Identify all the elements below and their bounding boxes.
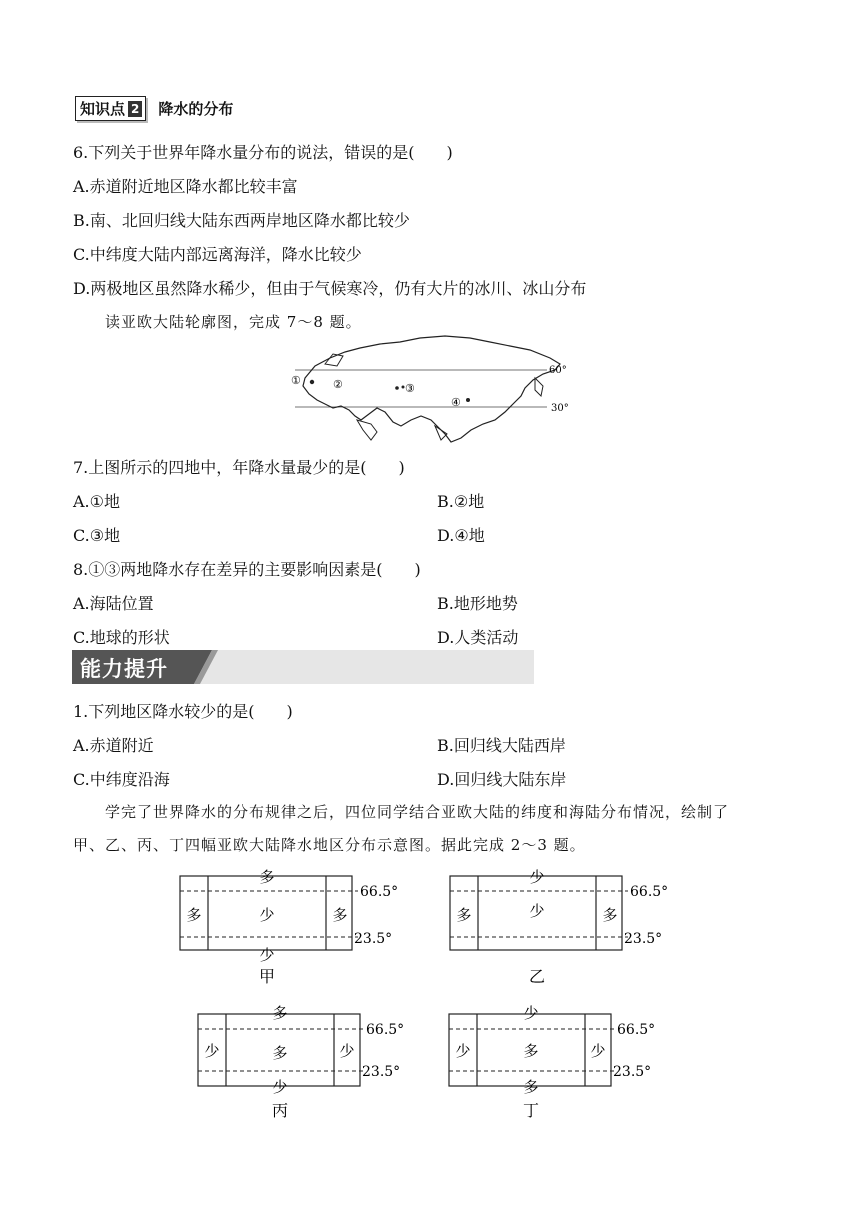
map-marker-1: ① bbox=[291, 374, 301, 387]
lat-low: 23.5° bbox=[624, 931, 663, 947]
diagram-top: 少 bbox=[523, 1004, 539, 1022]
diagram-bottom: 多 bbox=[523, 1078, 539, 1096]
diagram-left: 多 bbox=[456, 906, 472, 924]
diagram-center: 少 bbox=[259, 906, 275, 924]
q8-option-a: A.海陆位置 bbox=[73, 594, 154, 613]
lat-low: 23.5° bbox=[354, 931, 393, 947]
intro-2-3-line1: 学完了世界降水的分布规律之后，四位同学结合亚欧大陆的纬度和海陆分布情况，绘制了 bbox=[105, 803, 730, 821]
q6-option-a: A.赤道附近地区降水都比较丰富 bbox=[73, 177, 298, 196]
p1-option-c: C.中纬度沿海 bbox=[73, 770, 170, 789]
q8-stem: 8.①③两地降水存在差异的主要影响因素是( ) bbox=[73, 560, 421, 579]
diagram-center: 多 bbox=[272, 1044, 288, 1062]
lat-30-label: 30° bbox=[551, 403, 569, 414]
q8-option-b: B.地形地势 bbox=[437, 594, 518, 613]
q6-option-c: C.中纬度大陆内部远离海洋，降水比较少 bbox=[73, 245, 362, 264]
q7-option-b: B.②地 bbox=[437, 492, 485, 511]
q7-stem: 7.上图所示的四地中，年降水量最少的是( ) bbox=[73, 458, 405, 477]
q6-option-b: B.南、北回归线大陆东西两岸地区降水都比较少 bbox=[73, 211, 410, 230]
diagram-bing bbox=[196, 996, 426, 1126]
lat-low: 23.5° bbox=[362, 1064, 401, 1080]
knowledge-point-badge: 知识点 2 bbox=[75, 96, 146, 121]
intro-7-8: 读亚欧大陆轮廓图，完成 7～8 题。 bbox=[105, 313, 362, 331]
p1-option-a: A.赤道附近 bbox=[73, 736, 154, 755]
q6-option-d: D.两极地区虽然降水稀少，但由于气候寒冷，仍有大片的冰川、冰山分布 bbox=[73, 279, 587, 298]
diagram-center: 少 bbox=[529, 902, 545, 920]
lat-high: 66.5° bbox=[617, 1022, 656, 1038]
badge-number: 2 bbox=[128, 101, 142, 117]
diagram-right: 多 bbox=[602, 906, 618, 924]
lat-high: 66.5° bbox=[360, 884, 399, 900]
diagram-yi bbox=[448, 864, 678, 994]
diagram-label: 乙 bbox=[528, 967, 546, 986]
q8-option-c: C.地球的形状 bbox=[73, 628, 170, 647]
diagram-right: 少 bbox=[590, 1042, 606, 1060]
banner-title: 能力提升 bbox=[80, 657, 168, 681]
map-marker-4: ④ bbox=[451, 396, 461, 409]
diagram-left: 少 bbox=[204, 1042, 220, 1060]
section-header bbox=[75, 96, 233, 121]
diagram-bottom: 少 bbox=[259, 946, 275, 964]
diagram-left: 多 bbox=[186, 906, 202, 924]
diagram-label: 丙 bbox=[271, 1101, 289, 1120]
diagram-right: 多 bbox=[332, 906, 348, 924]
diagram-label: 丁 bbox=[522, 1101, 540, 1120]
diagram-ding bbox=[447, 996, 677, 1126]
eurasia-map bbox=[285, 334, 575, 449]
map-marker-3: ③ bbox=[405, 382, 415, 395]
diagram-label: 甲 bbox=[258, 967, 276, 986]
lat-high: 66.5° bbox=[630, 884, 669, 900]
q7-option-a: A.①地 bbox=[73, 492, 120, 511]
q8-option-d: D.人类活动 bbox=[437, 628, 519, 647]
diagram-left: 少 bbox=[455, 1042, 471, 1060]
q6-stem: 6.下列关于世界年降水量分布的说法，错误的是( ) bbox=[73, 143, 453, 162]
intro-2-3-line2: 甲、乙、丙、丁四幅亚欧大陆降水地区分布示意图。据此完成 2～3 题。 bbox=[73, 836, 586, 854]
lat-60-label: 60° bbox=[549, 365, 567, 376]
p1-stem: 1.下列地区降水较少的是( ) bbox=[73, 702, 293, 721]
diagram-top: 多 bbox=[272, 1004, 288, 1022]
diagram-bottom: 少 bbox=[272, 1078, 288, 1096]
map-marker-2: ② bbox=[333, 378, 343, 391]
diagram-top: 少 bbox=[529, 868, 545, 886]
q7-option-d: D.④地 bbox=[437, 526, 485, 545]
p1-option-d: D.回归线大陆东岸 bbox=[437, 770, 567, 789]
lat-low: 23.5° bbox=[613, 1064, 652, 1080]
p1-option-b: B.回归线大陆西岸 bbox=[437, 736, 566, 755]
q7-option-c: C.③地 bbox=[73, 526, 121, 545]
diagram-center: 多 bbox=[523, 1042, 539, 1060]
diagram-jia bbox=[178, 864, 408, 994]
diagram-top: 多 bbox=[259, 868, 275, 886]
ability-banner bbox=[72, 650, 534, 684]
diagram-right: 少 bbox=[339, 1042, 355, 1060]
lat-high: 66.5° bbox=[366, 1022, 405, 1038]
section-title: 降水的分布 bbox=[158, 100, 234, 118]
